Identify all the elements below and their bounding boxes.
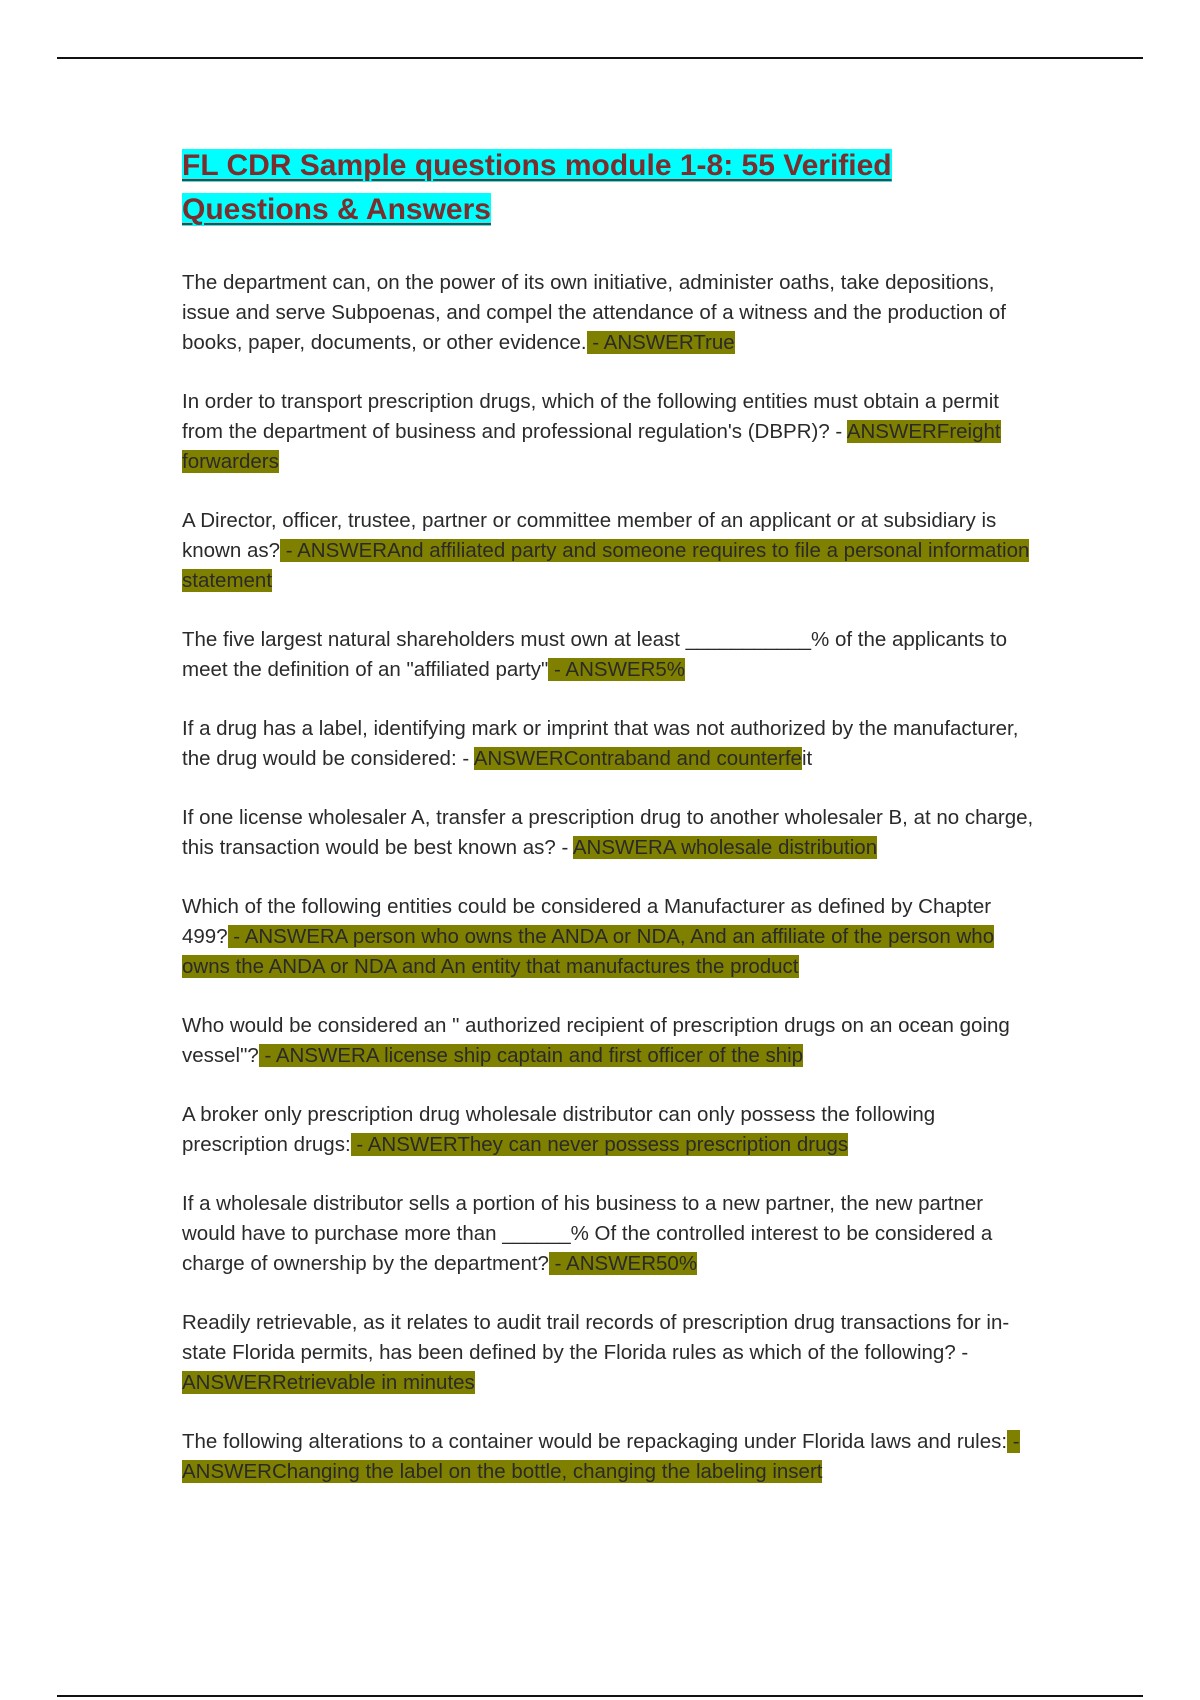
question-text: In order to transport prescription drugs, which of the following entities must obtain a permit from the department of business and professional regulation's (DBPR)? - xyxy=(182,390,999,443)
document-body xyxy=(182,144,1042,1516)
question-text: If a wholesale distributor sells a portion of his business to a new partner, the new partner would have to purchase more than ______% Of the controlled interest to be considered a charge of ownership by the department? xyxy=(182,1192,993,1275)
answer-highlight: ANSWERContraband and counterfe xyxy=(473,747,802,770)
answer-highlight: - ANSWERThey can never possess prescription drugs xyxy=(350,1133,849,1156)
document-title xyxy=(182,144,1042,232)
qa-item xyxy=(182,1189,1042,1279)
qa-list xyxy=(182,268,1042,1487)
answer-highlight: - ANSWERA license ship captain and first officer of the ship xyxy=(258,1044,804,1067)
qa-item xyxy=(182,1011,1042,1071)
question-text: A Director, officer, trustee, partner or committee member of an applicant or at subsidiary is known as? xyxy=(182,509,997,562)
answer-highlight: ANSWERFreight forwarders xyxy=(182,420,1001,473)
qa-item xyxy=(182,714,1042,774)
qa-item xyxy=(182,625,1042,685)
qa-item xyxy=(182,506,1042,596)
qa-item xyxy=(182,892,1042,982)
question-text: Which of the following entities could be considered a Manufacturer as defined by Chapter 499? xyxy=(182,895,992,948)
qa-item xyxy=(182,387,1042,477)
question-text: The department can, on the power of its own initiative, administer oaths, take depositions, issue and serve Subpoenas, and compel the attendance of a witness and the production of books, paper, documents, or other evidence. xyxy=(182,271,1006,354)
qa-item xyxy=(182,1100,1042,1160)
question-text: The following alterations to a container would be repackaging under Florida laws and rules: xyxy=(182,1430,1008,1453)
question-text: The five largest natural shareholders must own at least ___________% of the applicants to meet the definition of an "affiliated party" xyxy=(182,628,1008,681)
bottom-rule xyxy=(57,1695,1143,1697)
question-text: If one license wholesaler A, transfer a prescription drug to another wholesaler B, at no charge, this transaction would be best known as? - xyxy=(182,806,1034,859)
qa-item xyxy=(182,268,1042,358)
question-text: Readily retrievable, as it relates to audit trail records of prescription drug transactions for in-state Florida permits, has been defined by the Florida rules as which of the following? - xyxy=(182,1311,1010,1364)
answer-highlight: - ANSWERA person who owns the ANDA or NDA, And an affiliate of the person who owns the ANDA or NDA and An entity that manufactures the product xyxy=(182,925,995,978)
qa-item xyxy=(182,1427,1042,1487)
answer-highlight: - ANSWERAnd affiliated party and someone requires to file a personal information statement xyxy=(182,539,1030,592)
question-text: If a drug has a label, identifying mark or imprint that was not authorized by the manufacturer, the drug would be considered: - xyxy=(182,717,1019,770)
title-text: FL CDR Sample questions module 1-8: 55 Verified Questions & Answers xyxy=(182,149,892,226)
qa-item xyxy=(182,803,1042,863)
answer-tail: it xyxy=(801,747,813,770)
answer-highlight: - ANSWERChanging the label on the bottle, changing the labeling insert xyxy=(182,1430,1020,1483)
answer-highlight: - ANSWER50% xyxy=(548,1252,698,1275)
question-text: Who would be considered an " authorized recipient of prescription drugs on an ocean going vessel"? xyxy=(182,1014,1010,1067)
answer-highlight: - ANSWERTrue xyxy=(586,331,735,354)
answer-highlight: ANSWERRetrievable in minutes xyxy=(182,1371,475,1394)
answer-highlight: - ANSWER5% xyxy=(548,658,686,681)
top-rule xyxy=(57,57,1143,59)
qa-item xyxy=(182,1308,1042,1398)
question-text: A broker only prescription drug wholesale distributor can only possess the following prescription drugs: xyxy=(182,1103,936,1156)
answer-highlight: ANSWERA wholesale distribution xyxy=(572,836,878,859)
